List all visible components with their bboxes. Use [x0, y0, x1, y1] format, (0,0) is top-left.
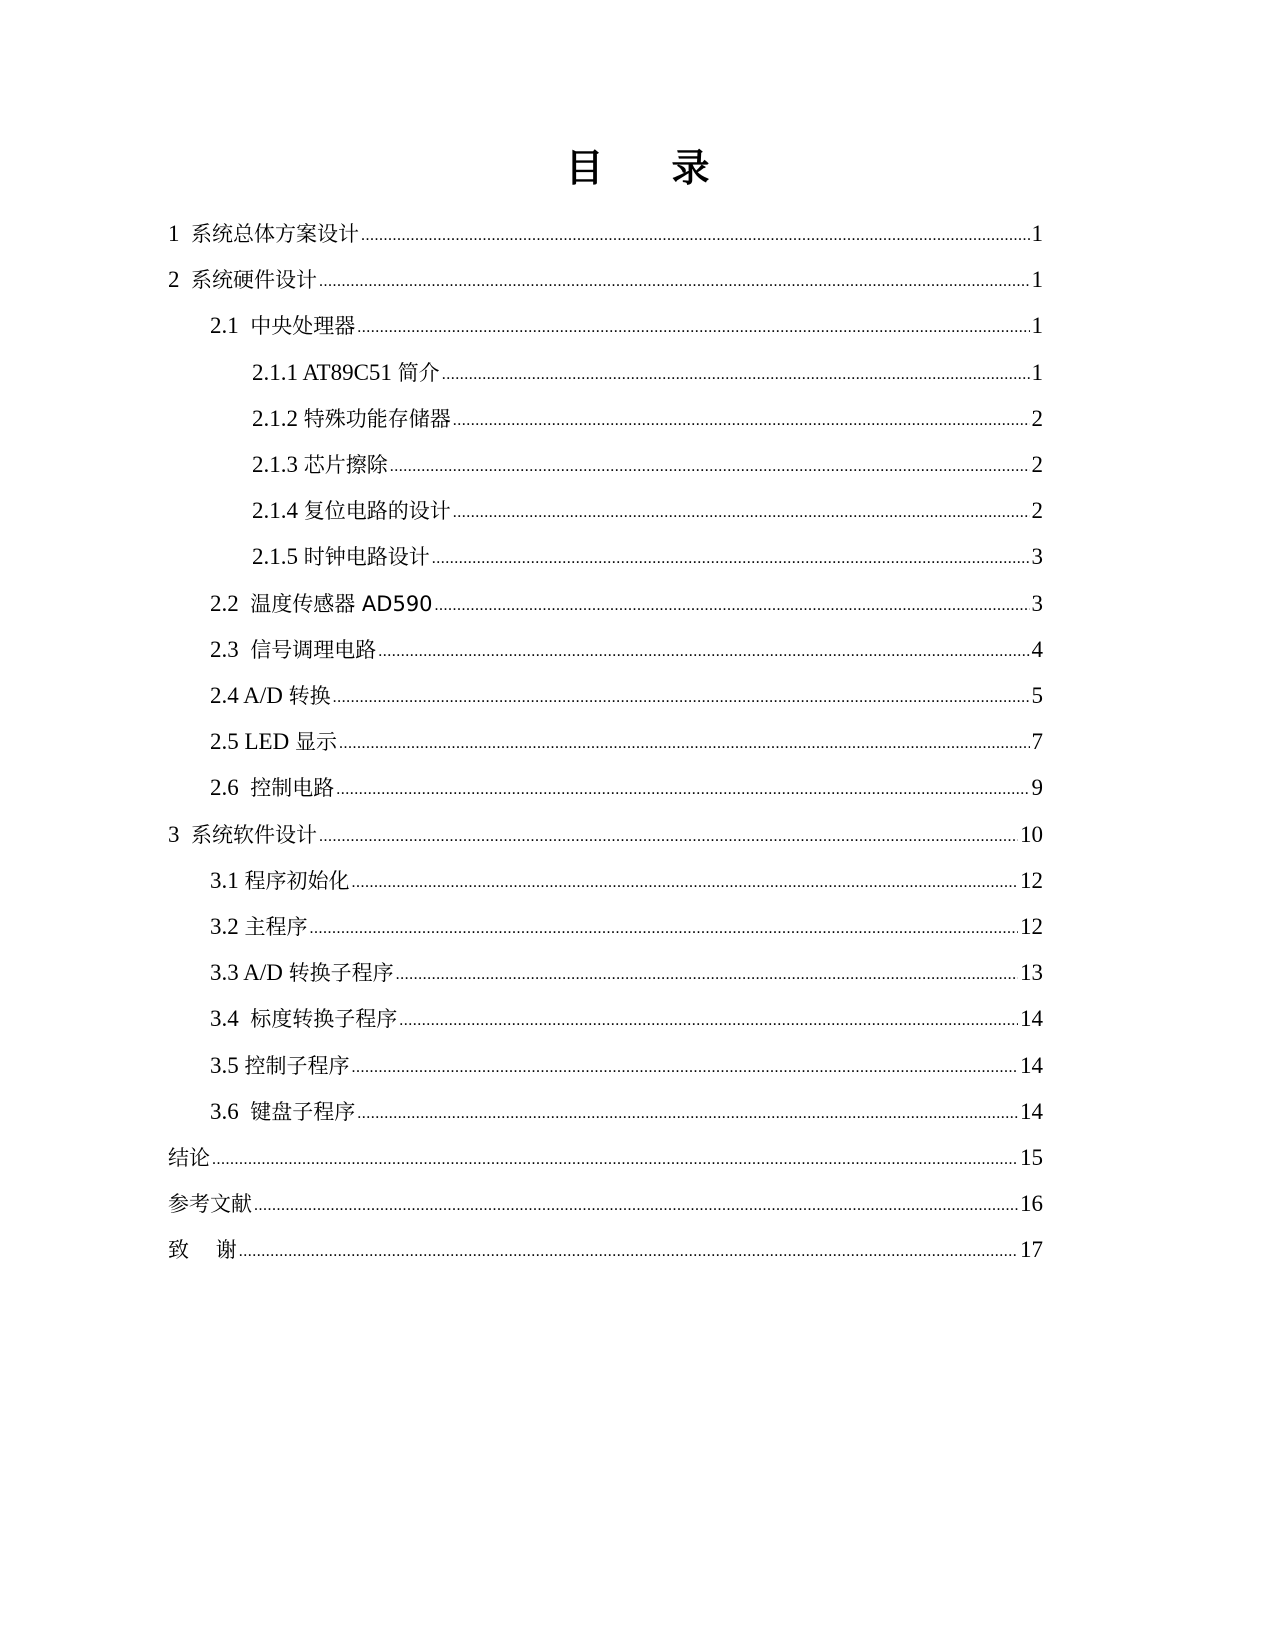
toc-entry-number: 2.1	[210, 313, 251, 338]
toc-entry-number: 2.5 LED	[210, 729, 295, 754]
toc-entry-page-number: 15	[1020, 1145, 1043, 1170]
toc-entry-page-number: 1	[1031, 360, 1043, 385]
toc-entry-number: 2.3	[210, 637, 251, 662]
toc-dot-leader	[336, 771, 1029, 806]
toc-dot-leader	[212, 1141, 1018, 1176]
toc-entry[interactable]	[168, 1188, 1043, 1220]
toc-entry-number: 1	[168, 221, 191, 246]
toc-entry-title: 主程序	[244, 915, 308, 939]
toc-entry-page-number: 16	[1020, 1191, 1043, 1216]
toc-entry-title: 控制子程序	[244, 1054, 350, 1078]
toc-entry-title: 时钟电路设计	[303, 545, 430, 569]
toc-entry[interactable]	[168, 264, 1043, 296]
toc-entry-page-number: 12	[1020, 868, 1043, 893]
toc-entry[interactable]	[252, 403, 1043, 435]
toc-dot-leader	[357, 309, 1029, 344]
toc-entry-page-number: 4	[1031, 637, 1043, 662]
toc-dot-leader	[319, 818, 1018, 853]
toc-entry-page-number: 1	[1031, 267, 1043, 292]
toc-entry-number: 2.2	[210, 591, 251, 616]
toc-entry-page-number: 2	[1031, 452, 1043, 477]
toc-entry-title: 转换子程序	[288, 961, 394, 985]
toc-dot-leader	[333, 679, 1030, 714]
toc-entry-title: 结论	[168, 1146, 210, 1170]
toc-dot-leader	[254, 1187, 1018, 1222]
toc-entry-page-number: 13	[1020, 960, 1043, 985]
toc-entry[interactable]	[210, 865, 1043, 897]
toc-entry-page-number: 3	[1031, 544, 1043, 569]
title-char-1: 目	[565, 146, 604, 190]
toc-dot-leader	[432, 540, 1030, 575]
title-char-2: 录	[671, 146, 710, 190]
toc-entry-title: 参考文献	[168, 1192, 252, 1216]
toc-entry-number: 2.1.2	[252, 406, 304, 431]
toc-dot-leader	[435, 587, 1030, 622]
toc-entry[interactable]	[168, 218, 1043, 250]
toc-entry[interactable]	[210, 310, 1043, 342]
toc-entry-title: 系统总体方案设计	[191, 222, 359, 246]
toc-entry-page-number: 12	[1020, 914, 1043, 939]
toc-entry-page-number: 14	[1020, 1099, 1043, 1124]
toc-dot-leader	[239, 1233, 1018, 1268]
toc-entry-title: 中央处理器	[250, 314, 356, 338]
page-title	[0, 146, 1275, 190]
toc-entry-number: 2.1.4	[252, 498, 304, 523]
toc-dot-leader	[390, 448, 1030, 483]
toc-entry[interactable]	[168, 1142, 1043, 1174]
toc-entry[interactable]	[210, 957, 1043, 989]
toc-entry-page-number: 1	[1031, 221, 1043, 246]
toc-entry-number: 3	[168, 822, 191, 847]
toc-entry-page-number: 7	[1031, 729, 1043, 754]
toc-dot-leader	[339, 725, 1030, 760]
toc-entry[interactable]	[210, 1096, 1043, 1128]
toc-entry[interactable]	[210, 1003, 1043, 1035]
toc-entry[interactable]	[210, 911, 1043, 943]
toc-entry-number: 3.4	[210, 1006, 251, 1031]
toc-entry-page-number: 17	[1020, 1237, 1043, 1262]
toc-dot-leader	[442, 356, 1030, 391]
toc-dot-leader	[310, 910, 1019, 945]
toc-entry[interactable]	[252, 541, 1043, 573]
toc-entry-title: 信号调理电路	[250, 638, 377, 662]
toc-entry-number: 3.5	[210, 1053, 245, 1078]
toc-entry-number: 2.6	[210, 775, 251, 800]
toc-entry-page-number: 14	[1020, 1053, 1043, 1078]
toc-dot-leader	[352, 864, 1019, 899]
toc-entry-title: 复位电路的设计	[303, 499, 451, 523]
toc-entry-page-number: 1	[1031, 313, 1043, 338]
toc-entry-number: 3.3 A/D	[210, 960, 289, 985]
toc-entry-title: 特殊功能存储器	[303, 407, 451, 431]
toc-entry-title: 简介	[397, 361, 440, 385]
toc-entry[interactable]	[252, 449, 1043, 481]
toc-entry[interactable]	[168, 1234, 1043, 1266]
toc-entry-title: 致 谢	[168, 1238, 237, 1262]
toc-entry-title: 系统硬件设计	[191, 268, 317, 292]
toc-entry-title: 系统软件设计	[191, 823, 317, 847]
toc-dot-leader	[352, 1049, 1019, 1084]
toc-dot-leader	[396, 956, 1018, 991]
toc-entry-title: 控制电路	[250, 776, 335, 800]
toc-dot-leader	[357, 1095, 1018, 1130]
toc-entry-number: 2.1.3	[252, 452, 304, 477]
toc-entry[interactable]	[210, 588, 1043, 620]
toc-entry-number: 3.2	[210, 914, 245, 939]
toc-entry-page-number: 2	[1031, 498, 1043, 523]
toc-entry[interactable]	[210, 680, 1043, 712]
toc-entry-title: 显示	[294, 730, 337, 754]
toc-entry[interactable]	[210, 726, 1043, 758]
toc-dot-leader	[399, 1002, 1018, 1037]
toc-entry[interactable]	[210, 772, 1043, 804]
toc-entry-page-number: 14	[1020, 1006, 1043, 1031]
toc-entry[interactable]	[210, 634, 1043, 666]
toc-entry-title: 标度转换子程序	[250, 1007, 398, 1031]
toc-entry-title: 转换	[288, 684, 331, 708]
toc-dot-leader	[453, 402, 1030, 437]
toc-entry-number: 3.6	[210, 1099, 251, 1124]
toc-dot-leader	[378, 633, 1029, 668]
toc-entry-number: 3.1	[210, 868, 245, 893]
toc-entry-page-number: 2	[1031, 406, 1043, 431]
toc-entry[interactable]	[252, 357, 1043, 389]
toc-entry[interactable]	[252, 495, 1043, 527]
toc-entry-page-number: 9	[1031, 775, 1043, 800]
toc-entry-number: 2.1.1 AT89C51	[252, 360, 398, 385]
toc-entry-number: 2.4 A/D	[210, 683, 289, 708]
toc-entry-page-number: 3	[1031, 591, 1043, 616]
toc-entry-number: 2.1.5	[252, 544, 304, 569]
toc-dot-leader	[453, 494, 1030, 529]
toc-entry-number: 2	[168, 267, 191, 292]
toc-entry-title: 温度传感器 AD590	[250, 592, 433, 616]
toc-entry-title: 芯片擦除	[303, 453, 388, 477]
toc-dot-leader	[319, 263, 1030, 298]
toc-entry-title: 键盘子程序	[250, 1100, 356, 1124]
toc-entry-title: 程序初始化	[244, 869, 350, 893]
toc-entry-page-number: 10	[1020, 822, 1043, 847]
toc-entry[interactable]	[168, 819, 1043, 851]
toc-dot-leader	[361, 217, 1030, 252]
toc-entry-page-number: 5	[1031, 683, 1043, 708]
toc-entry[interactable]	[210, 1050, 1043, 1082]
